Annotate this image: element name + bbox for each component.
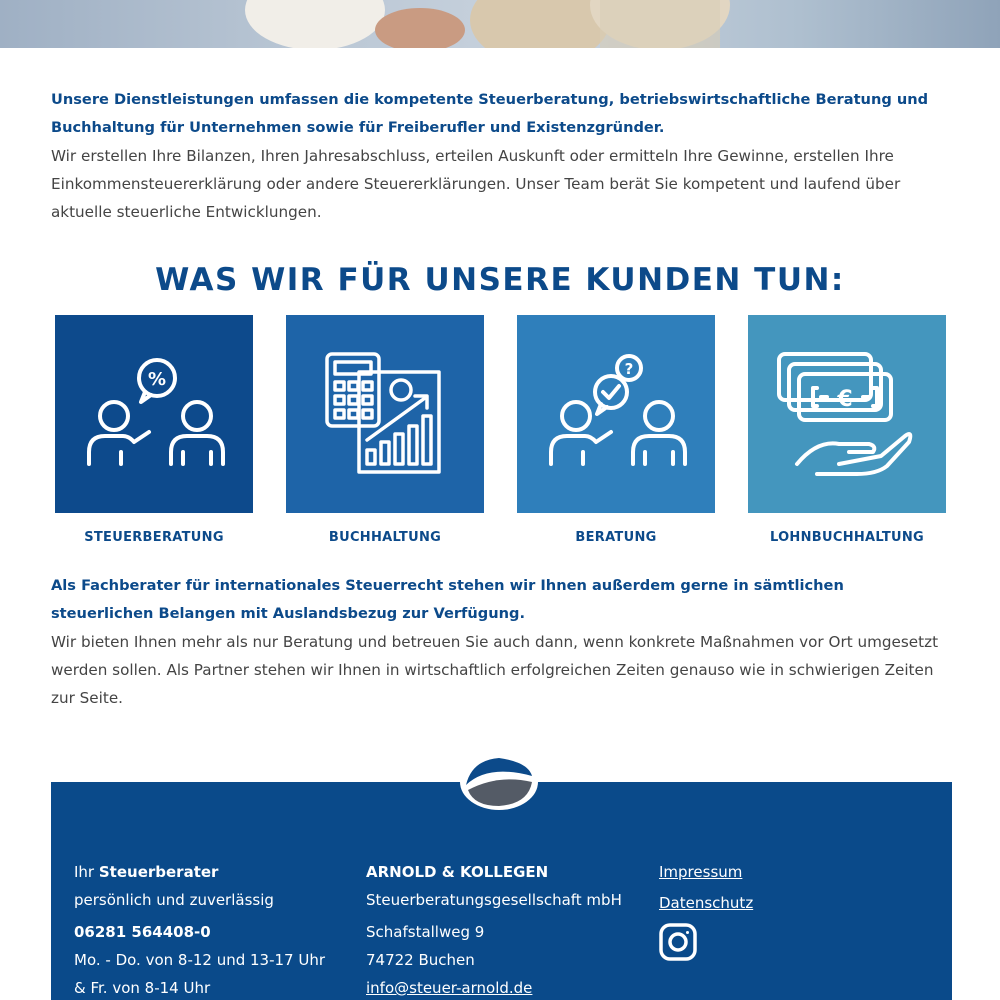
service-label: BUCHHALTUNG — [328, 530, 442, 545]
street: Schafstallweg 9 — [366, 923, 485, 941]
footer-links — [659, 858, 753, 961]
company-subtitle: Steuerberatungsgesellschaft mbH — [366, 891, 622, 909]
company-name: ARNOLD & KOLLEGEN — [366, 863, 549, 881]
footer-tagline: persönlich und zuverlässig — [74, 891, 274, 909]
service-buchhaltung[interactable] — [286, 315, 484, 545]
footer-address — [366, 858, 622, 1000]
international-lead: Als Fachberater für internationales Steuerrecht stehen wir Ihnen außerdem gerne in sämtlichen steuerlichen Belangen mit Auslandsbezug zur Verfügung. — [51, 577, 844, 622]
accounting-icon — [286, 315, 484, 513]
datenschutz-link[interactable]: Datenschutz — [659, 894, 754, 912]
intro-section — [51, 86, 951, 226]
international-section — [51, 572, 951, 712]
footer — [51, 782, 952, 1000]
footer-contact — [74, 858, 325, 1000]
footer-title-bold: Steuerberater — [98, 863, 219, 881]
impressum-link[interactable]: Impressum — [659, 863, 743, 881]
service-label: STEUERBERATUNG — [84, 530, 224, 545]
section-heading: WAS WIR FÜR UNSERE KUNDEN TUN: — [155, 262, 845, 298]
phone-number[interactable]: 06281 564408-0 — [74, 923, 211, 941]
intro-body: Wir erstellen Ihre Bilanzen, Ihren Jahresabschluss, erteilen Auskunft oder ermitteln Ihre Gewinne, erstellen Ihre Einkommensteuererklärung oder andere Steuererklärungen. Unser Team berät Sie kompetent und laufend über aktuelle steuerliche Entwicklungen. — [51, 147, 901, 221]
services-grid — [55, 315, 946, 550]
international-body: Wir bieten Ihnen mehr als nur Beratung und betreuen Sie auch dann, wenn konkrete Maßnahmen vor Ort umgesetzt werden sollen. Als Partner stehen wir Ihnen in wirtschaftlich erfolgreichen Zeiten genauso wie in schwierigen Zeiten zur Seite. — [51, 633, 939, 707]
service-label: LOHNBUCHHALTUNG — [769, 530, 925, 545]
hero-image — [0, 0, 1000, 48]
company-logo[interactable] — [458, 752, 540, 812]
email-link[interactable]: info@steuer-arnold.de — [366, 979, 533, 997]
svg-text:?: ? — [624, 360, 634, 378]
footer-title — [74, 858, 325, 886]
opening-hours-2: & Fr. von 8-14 Uhr — [74, 979, 211, 997]
city: 74722 Buchen — [366, 951, 475, 969]
opening-hours-1: Mo. - Do. von 8-12 und 13-17 Uhr — [74, 951, 326, 969]
intro-lead: Unsere Dienstleistungen umfassen die kompetente Steuerberatung, betriebswirtschaftliche Beratung und Buchhaltung für Unternehmen sowie für Freiberufler und Existenzgründer. — [51, 91, 929, 136]
service-beratung[interactable] — [517, 315, 715, 545]
instagram-icon[interactable] — [659, 923, 697, 961]
service-lohnbuchhaltung[interactable] — [748, 315, 946, 545]
tax-consulting-icon — [55, 315, 253, 513]
svg-text:%: % — [147, 369, 167, 390]
service-steuerberatung[interactable] — [55, 315, 253, 545]
payroll-icon — [748, 315, 946, 513]
footer-title-prefix: Ihr — [74, 863, 99, 881]
consulting-icon — [517, 315, 715, 513]
svg-text:€: € — [837, 386, 853, 412]
service-label: BERATUNG — [575, 530, 657, 545]
